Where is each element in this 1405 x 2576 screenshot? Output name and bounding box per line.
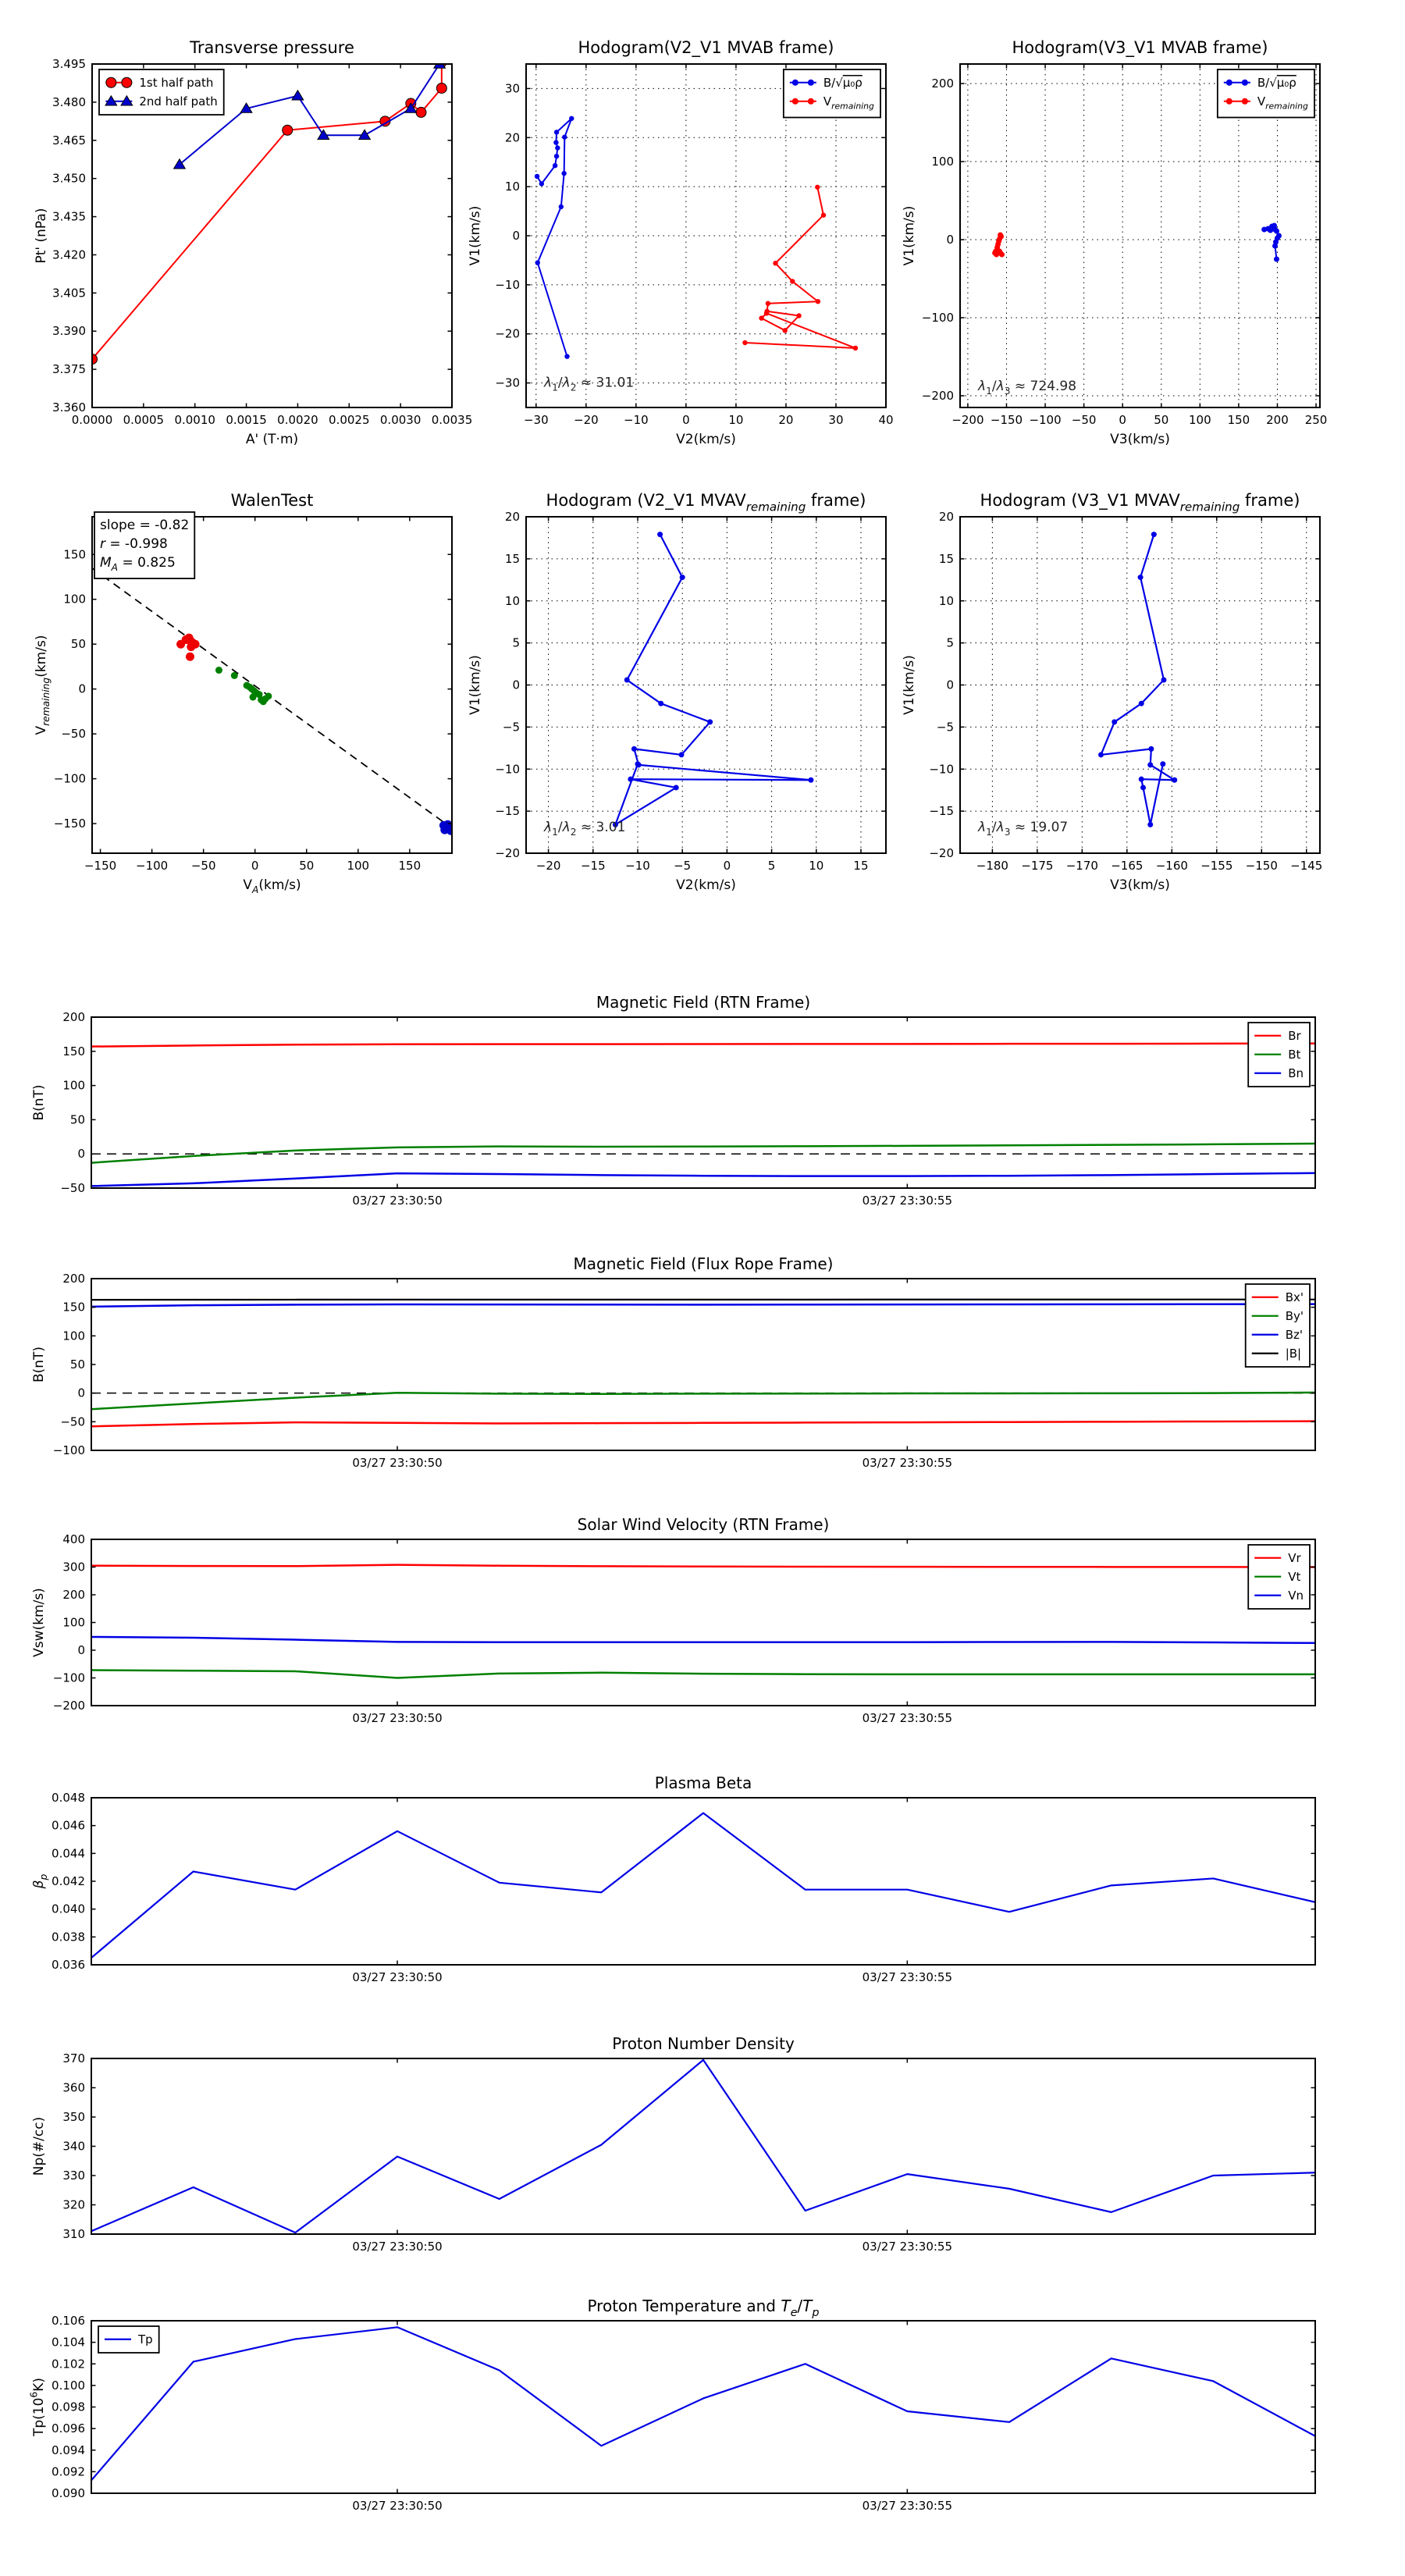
svg-text:Bz': Bz' — [1285, 1328, 1303, 1342]
plasma-beta-ytick-label: 0.044 — [52, 1846, 85, 1861]
hodogram-v3-v1-mvab-xtick-label: −150 — [990, 413, 1023, 427]
svg-text:1st half path: 1st half path — [139, 76, 214, 90]
svg-text:Tp: Tp — [138, 2332, 153, 2347]
hodogram-v2-v1-mvav-xtick-label: −10 — [625, 859, 650, 873]
hodogram-v2-v1-mvav-xtick-label: 5 — [767, 859, 776, 873]
magnetic-field-rtn-ylabel: B(nT) — [31, 1084, 47, 1121]
hodogram-v3-v1-mvav-xtick-label: −145 — [1290, 859, 1323, 873]
proton-number-density-ytick-label: 340 — [62, 2139, 85, 2154]
hodogram-v2-v1-mvav-ytick-label: 0 — [512, 678, 520, 692]
proton-temperature-title: Proton Temperature and $T_e/T_p$ — [587, 2297, 820, 2319]
magnetic-field-flux-rope-axes — [53, 1272, 1315, 1470]
chart-hodogram-v2-v1-mvav — [434, 453, 934, 952]
walen-test-xtick-label: 100 — [347, 859, 370, 873]
hodogram-v3-v1-mvab-series-1 — [992, 233, 1005, 258]
walen-test-series-0 — [176, 634, 199, 661]
magnetic-field-rtn-legend — [1248, 1023, 1310, 1087]
proton-temperature-ytick-label: 0.100 — [52, 2378, 85, 2393]
transverse-pressure-ytick-label: 3.360 — [52, 400, 86, 415]
proton-temperature-ytick-label: 0.098 — [52, 2400, 85, 2414]
hodogram-v3-v1-mvab-axes — [922, 64, 1328, 427]
plasma-beta-ylabel: $\beta_p$ — [31, 1873, 50, 1889]
hodogram-v3-v1-mvav-xtick-label: −165 — [1111, 859, 1144, 873]
hodogram-v3-v1-mvav-xtick-label: −155 — [1200, 859, 1233, 873]
magnetic-field-rtn-ytick-label: −50 — [60, 1181, 85, 1195]
hodogram-v3-v1-mvab-legend — [1218, 69, 1314, 118]
plasma-beta-xtick-label: 03/27 23:30:55 — [862, 1970, 953, 1984]
panel-magnetic-field-flux-rope — [0, 1224, 1405, 1521]
transverse-pressure-xtick-label: 0.0025 — [329, 413, 370, 427]
chart-transverse-pressure — [0, 0, 500, 500]
svg-text:Bt: Bt — [1288, 1048, 1301, 1062]
walen-test-plot-area — [92, 568, 455, 835]
plasma-beta-ytick-label: 0.048 — [52, 1791, 85, 1805]
hodogram-v2-v1-mvab-xlabel: V2(km/s) — [676, 432, 736, 447]
hodogram-v2-v1-mvav-ytick-label: −5 — [502, 720, 520, 735]
transverse-pressure-ytick-label: 3.450 — [52, 171, 86, 186]
hodogram-v3-v1-mvav-ytick-label: −10 — [929, 762, 954, 777]
svg-text:Vt: Vt — [1288, 1570, 1301, 1584]
proton-temperature-legend — [98, 2326, 159, 2353]
magnetic-field-flux-rope-title: Magnetic Field (Flux Rope Frame) — [573, 1254, 834, 1273]
magnetic-field-rtn-ytick-label: 150 — [62, 1044, 85, 1059]
hodogram-v2-v1-mvav-plot-area — [613, 532, 814, 827]
solar-wind-velocity-series-0 — [91, 1565, 1315, 1567]
transverse-pressure-title: Transverse pressure — [190, 38, 354, 57]
hodogram-v2-v1-mvav-ytick-label: 15 — [504, 551, 520, 566]
magnetic-field-rtn-ytick-label: 0 — [77, 1147, 85, 1162]
hodogram-v2-v1-mvab-ytick-label: −10 — [495, 277, 520, 292]
svg-text:r = -0.998: r = -0.998 — [100, 536, 168, 552]
hodogram-v3-v1-mvav-ytick-label: 0 — [946, 678, 954, 692]
proton-number-density-plot-area — [91, 2060, 1315, 2233]
transverse-pressure-ytick-label: 3.495 — [52, 57, 86, 71]
plasma-beta-title: Plasma Beta — [654, 1774, 752, 1792]
hodogram-v3-v1-mvab-ylabel: V1(km/s) — [902, 205, 917, 266]
panel-hodogram-v2-v1-mvav — [434, 453, 934, 952]
magnetic-field-flux-rope-ytick-label: 100 — [62, 1329, 85, 1343]
hodogram-v3-v1-mvab-ytick-label: 0 — [946, 233, 954, 247]
plasma-beta-ytick-label: 0.036 — [52, 1958, 85, 1972]
svg-text:Vremaining: $V_{remaining}$ — [823, 94, 874, 112]
walen-test-ytick-label: −150 — [53, 817, 86, 831]
hodogram-v3-v1-mvab-xtick-label: 0 — [1119, 413, 1126, 427]
hodogram-v2-v1-mvab-xtick-label: 20 — [778, 413, 794, 427]
proton-number-density-ytick-label: 360 — [62, 2080, 85, 2095]
hodogram-v2-v1-mvab-xtick-label: 0 — [682, 413, 690, 427]
hodogram-v3-v1-mvab-plot-area — [992, 223, 1282, 262]
hodogram-v2-v1-mvav-grid — [526, 517, 886, 853]
proton-number-density-ytick-label: 350 — [62, 2110, 85, 2124]
transverse-pressure-ytick-label: 3.390 — [52, 324, 86, 339]
hodogram-v2-v1-mvav-xtick-label: −5 — [674, 859, 692, 873]
panel-magnetic-field-rtn — [0, 962, 1405, 1259]
walen-test-ytick-label: 50 — [70, 637, 86, 652]
solar-wind-velocity-ytick-label: 300 — [62, 1560, 85, 1574]
transverse-pressure-ytick-label: 3.375 — [52, 362, 86, 377]
hodogram-v2-v1-mvav-xtick-label: 15 — [853, 859, 869, 873]
hodogram-v2-v1-mvab-xtick-label: −20 — [574, 413, 599, 427]
transverse-pressure-xlabel: A' (T·m) — [245, 432, 299, 447]
walen-test-ytick-label: 150 — [63, 547, 86, 562]
magnetic-field-rtn-ytick-label: 200 — [62, 1010, 85, 1024]
hodogram-v3-v1-mvav-ytick-label: −15 — [929, 804, 954, 819]
panel-walen-test — [0, 453, 500, 952]
hodogram-v3-v1-mvab-annotation: $\lambda_1/\lambda_3 \approx 724.98$ — [978, 379, 1077, 397]
magnetic-field-rtn-axes — [60, 1010, 1315, 1208]
hodogram-v3-v1-mvab-xtick-label: −200 — [951, 413, 984, 427]
hodogram-v2-v1-mvav-ytick-label: −10 — [495, 762, 520, 777]
proton-temperature-ytick-label: 0.102 — [52, 2357, 85, 2371]
hodogram-v2-v1-mvab-plot-area — [535, 116, 858, 359]
hodogram-v2-v1-mvab-ytick-label: 20 — [504, 130, 520, 145]
svg-text:|B|: |B| — [1285, 1347, 1302, 1361]
transverse-pressure-ytick-label: 3.420 — [52, 247, 86, 262]
magnetic-field-rtn-series-2 — [91, 1173, 1315, 1187]
proton-temperature-ytick-label: 0.096 — [52, 2421, 85, 2436]
hodogram-v3-v1-mvab-title: Hodogram(V3_V1 MVAB frame) — [1012, 38, 1268, 57]
proton-number-density-axes — [62, 2051, 1315, 2254]
magnetic-field-flux-rope-plot-area — [91, 1300, 1315, 1427]
panel-hodogram-v2-v1-mvab — [431, 0, 934, 500]
hodogram-v3-v1-mvav-plot-area — [1098, 532, 1177, 827]
walen-test-title: WalenTest — [230, 491, 314, 510]
solar-wind-velocity-ytick-label: 200 — [62, 1588, 85, 1602]
solar-wind-velocity-ytick-label: 400 — [62, 1532, 85, 1546]
walen-test-xtick-label: 150 — [398, 859, 422, 873]
hodogram-v3-v1-mvab-xtick-label: −50 — [1071, 413, 1097, 427]
hodogram-v3-v1-mvav-xtick-label: −180 — [976, 859, 1008, 873]
hodogram-v2-v1-mvab-xtick-label: 10 — [728, 413, 744, 427]
transverse-pressure-xtick-label: 0.0035 — [431, 413, 473, 427]
proton-temperature-ylabel: $Tp(10^6K)$ — [28, 2377, 47, 2437]
proton-number-density-xtick-label: 03/27 23:30:50 — [352, 2240, 443, 2254]
plasma-beta-ytick-label: 0.038 — [52, 1930, 85, 1944]
chart-solar-wind-velocity — [0, 1485, 1405, 1781]
solar-wind-velocity-series-2 — [91, 1637, 1315, 1643]
hodogram-v3-v1-mvab-xtick-label: 150 — [1227, 413, 1250, 427]
hodogram-v3-v1-mvav-ytick-label: 15 — [938, 551, 954, 566]
transverse-pressure-ytick-label: 3.405 — [52, 286, 86, 301]
hodogram-v2-v1-mvab-ytick-label: 0 — [512, 229, 520, 243]
hodogram-v2-v1-mvav-xtick-label: 0 — [723, 859, 731, 873]
hodogram-v2-v1-mvav-annotation: $\lambda_1/\lambda_2 \approx 3.01$ — [544, 819, 626, 838]
chart-proton-number-density — [0, 2004, 1405, 2300]
hodogram-v3-v1-mvav-annotation: $\lambda_1/\lambda_3 \approx 19.07$ — [978, 819, 1069, 838]
solar-wind-velocity-ytick-label: −200 — [52, 1699, 85, 1713]
walen-test-series-1 — [215, 667, 272, 705]
hodogram-v2-v1-mvav-ytick-label: 5 — [512, 635, 520, 650]
hodogram-v3-v1-mvav-xtick-label: −175 — [1021, 859, 1054, 873]
hodogram-v2-v1-mvav-xtick-label: 10 — [809, 859, 824, 873]
solar-wind-velocity-axes — [53, 1532, 1315, 1725]
magnetic-field-flux-rope-series-2 — [91, 1304, 1315, 1307]
transverse-pressure-ytick-label: 3.435 — [52, 209, 86, 224]
walen-test-ytick-label: −50 — [61, 727, 86, 742]
hodogram-v2-v1-mvav-title: Hodogram (V2_V1 $MVAV_{remaining}$ frame) — [546, 491, 866, 514]
solar-wind-velocity-ytick-label: 100 — [62, 1615, 85, 1630]
hodogram-v2-v1-mvav-ytick-label: −15 — [495, 804, 520, 819]
hodogram-v3-v1-mvab-ytick-label: −200 — [921, 389, 954, 403]
hodogram-v2-v1-mvab-title: Hodogram(V2_V1 MVAB frame) — [578, 38, 834, 57]
walen-test-xlabel: $V_A(km/s)$ — [243, 877, 301, 896]
svg-text:Bx': Bx' — [1285, 1290, 1304, 1304]
transverse-pressure-xtick-label: 0.0015 — [226, 413, 267, 427]
magnetic-field-flux-rope-ylabel: B(nT) — [31, 1346, 47, 1383]
hodogram-v2-v1-mvav-series-0 — [613, 532, 814, 827]
hodogram-v3-v1-mvav-ytick-label: 20 — [938, 510, 954, 524]
transverse-pressure-xtick-label: 0.0030 — [379, 413, 422, 427]
panel-proton-temperature — [0, 2266, 1405, 2563]
chart-hodogram-v3-v1-mvab — [868, 0, 1368, 500]
hodogram-v3-v1-mvav-ylabel: V1(km/s) — [902, 655, 917, 715]
hodogram-v2-v1-mvav-axes — [495, 510, 886, 873]
plasma-beta-ytick-label: 0.042 — [52, 1874, 85, 1888]
hodogram-v3-v1-mvab-xtick-label: 200 — [1266, 413, 1289, 427]
proton-temperature-ytick-label: 0.106 — [52, 2314, 85, 2328]
proton-number-density-title: Proton Number Density — [612, 2034, 795, 2053]
transverse-pressure-legend — [99, 69, 224, 115]
solar-wind-velocity-xtick-label: 03/27 23:30:50 — [352, 1711, 443, 1725]
proton-number-density-xtick-label: 03/27 23:30:55 — [862, 2240, 953, 2254]
proton-temperature-axes — [52, 2314, 1315, 2513]
hodogram-v3-v1-mvav-axes — [929, 510, 1322, 873]
plasma-beta-xtick-label: 03/27 23:30:50 — [352, 1970, 443, 1984]
walen-test-xtick-label: 0 — [251, 859, 259, 873]
hodogram-v3-v1-mvab-ytick-label: 200 — [931, 76, 954, 91]
magnetic-field-flux-rope-legend — [1246, 1284, 1310, 1367]
transverse-pressure-xtick-label: 0.0020 — [277, 413, 318, 427]
svg-text:Br: Br — [1288, 1029, 1301, 1043]
transverse-pressure-xtick-label: 0.0005 — [123, 413, 165, 427]
hodogram-v2-v1-mvab-ytick-label: −30 — [495, 375, 520, 390]
hodogram-v3-v1-mvab-ytick-label: 100 — [931, 155, 954, 169]
hodogram-v3-v1-mvab-xlabel: V3(km/s) — [1110, 432, 1170, 447]
magnetic-field-flux-rope-xtick-label: 03/27 23:30:50 — [352, 1456, 443, 1470]
magnetic-field-flux-rope-ytick-label: 200 — [62, 1272, 85, 1286]
hodogram-v2-v1-mvav-xlabel: V2(km/s) — [676, 877, 736, 893]
proton-temperature-plot-area — [91, 2327, 1315, 2480]
hodogram-v2-v1-mvav-ylabel: V1(km/s) — [468, 655, 483, 715]
proton-number-density-series-0 — [91, 2060, 1315, 2233]
proton-number-density-ytick-label: 320 — [62, 2197, 85, 2212]
svg-text:Vremaining: $V_{remaining}$ — [1257, 94, 1308, 112]
svg-text:Vn: Vn — [1288, 1589, 1304, 1603]
hodogram-v2-v1-mvab-legend — [784, 69, 880, 118]
magnetic-field-rtn-ytick-label: 50 — [69, 1112, 85, 1127]
transverse-pressure-xtick-label: 0.0010 — [174, 413, 215, 427]
magnetic-field-rtn-plot-area — [91, 1044, 1315, 1187]
transverse-pressure-ytick-label: 3.465 — [52, 133, 86, 148]
hodogram-v2-v1-mvab-ytick-label: 10 — [504, 180, 520, 194]
panel-plasma-beta — [0, 1743, 1405, 2040]
walen-test-ytick-label: 0 — [78, 681, 86, 696]
svg-text:MA = 0.825: $M_A = 0.825$ — [100, 555, 176, 574]
hodogram-v2-v1-mvav-ytick-label: −20 — [495, 846, 520, 860]
svg-text:B/√μ₀ρ: B/√μ₀ρ — [823, 76, 863, 90]
hodogram-v2-v1-mvab-ylabel: V1(km/s) — [468, 205, 483, 266]
proton-temperature-xtick-label: 03/27 23:30:55 — [862, 2499, 953, 2513]
svg-text:Bn: Bn — [1288, 1066, 1304, 1080]
hodogram-v2-v1-mvav-xtick-label: −20 — [535, 859, 561, 873]
solar-wind-velocity-ytick-label: −100 — [52, 1670, 85, 1685]
walen-test-xtick-label: −100 — [136, 859, 169, 873]
magnetic-field-rtn-series-1 — [91, 1144, 1315, 1163]
solar-wind-velocity-ylabel: Vsw(km/s) — [31, 1588, 47, 1657]
walen-test-xtick-label: 50 — [299, 859, 315, 873]
hodogram-v3-v1-mvav-series-0 — [1098, 532, 1177, 827]
solar-wind-velocity-legend — [1248, 1545, 1310, 1609]
hodogram-v3-v1-mvab-series-0 — [1261, 223, 1282, 262]
chart-hodogram-v2-v1-mvab — [431, 0, 934, 500]
hodogram-v2-v1-mvab-series-1 — [742, 185, 858, 351]
hodogram-v3-v1-mvav-title: Hodogram (V3_V1 $MVAV_{remaining}$ frame) — [980, 491, 1300, 514]
magnetic-field-flux-rope-ytick-label: −50 — [60, 1414, 85, 1429]
solar-wind-velocity-xtick-label: 03/27 23:30:55 — [862, 1711, 953, 1725]
hodogram-v3-v1-mvab-xtick-label: 100 — [1189, 413, 1211, 427]
solar-wind-velocity-ytick-label: 0 — [77, 1643, 85, 1657]
solar-wind-velocity-plot-area — [91, 1565, 1315, 1678]
magnetic-field-rtn-xtick-label: 03/27 23:30:55 — [862, 1194, 953, 1208]
walen-test-xtick-label: −150 — [84, 859, 117, 873]
walen-test-stats-box — [94, 512, 194, 578]
hodogram-v3-v1-mvab-xtick-label: −100 — [1029, 413, 1062, 427]
magnetic-field-rtn-xtick-label: 03/27 23:30:50 — [352, 1194, 443, 1208]
chart-walen-test — [0, 453, 500, 952]
hodogram-v2-v1-mvab-xtick-label: 40 — [878, 413, 894, 427]
chart-hodogram-v3-v1-mvav — [868, 453, 1368, 952]
magnetic-field-rtn-series-0 — [91, 1044, 1315, 1047]
svg-text:By': By' — [1285, 1309, 1304, 1323]
svg-text:slope = -0.82: slope = -0.82 — [100, 518, 190, 533]
plasma-beta-plot-area — [91, 1813, 1315, 1958]
panel-proton-density — [0, 2004, 1405, 2300]
chart-magnetic-field-rtn — [0, 962, 1405, 1259]
hodogram-v3-v1-mvav-xtick-label: −160 — [1155, 859, 1188, 873]
magnetic-field-flux-rope-ytick-label: 0 — [77, 1386, 85, 1400]
hodogram-v3-v1-mvav-ytick-label: −5 — [936, 720, 954, 735]
panel-hodogram-v3-v1-mvab — [868, 0, 1368, 500]
plasma-beta-ytick-label: 0.046 — [52, 1818, 85, 1833]
chart-plasma-beta — [0, 1743, 1405, 2040]
hodogram-v2-v1-mvab-axes — [495, 64, 893, 427]
solar-wind-velocity-title: Solar Wind Velocity (RTN Frame) — [577, 1515, 830, 1534]
magnetic-field-flux-rope-xtick-label: 03/27 23:30:55 — [862, 1456, 953, 1470]
proton-number-density-ytick-label: 310 — [62, 2227, 85, 2241]
magnetic-field-flux-rope-ytick-label: −100 — [52, 1443, 85, 1457]
svg-text:B/√μ₀ρ: B/√μ₀ρ — [1257, 76, 1297, 90]
proton-number-density-ytick-label: 370 — [62, 2051, 85, 2065]
hodogram-v2-v1-mvab-annotation: $\lambda_1/\lambda_2 \approx 31.01$ — [544, 375, 635, 393]
walen-test-xtick-label: −50 — [190, 859, 216, 873]
proton-temperature-ytick-label: 0.104 — [52, 2335, 85, 2350]
panel-transverse-pressure — [0, 0, 500, 500]
plasma-beta-series-0 — [91, 1813, 1315, 1958]
magnetic-field-flux-rope-series-1 — [91, 1393, 1315, 1409]
proton-temperature-ytick-label: 0.094 — [52, 2443, 85, 2457]
proton-temperature-series-0 — [91, 2327, 1315, 2480]
hodogram-v2-v1-mvab-xtick-label: −10 — [624, 413, 649, 427]
magnetic-field-flux-rope-series-0 — [91, 1421, 1315, 1427]
svg-text:Vr: Vr — [1288, 1551, 1301, 1565]
hodogram-v3-v1-mvab-ytick-label: −100 — [921, 311, 954, 325]
magnetic-field-rtn-ytick-label: 100 — [62, 1078, 85, 1093]
plasma-beta-axes — [52, 1791, 1315, 1984]
chart-proton-temperature — [0, 2266, 1405, 2563]
hodogram-v3-v1-mvav-xtick-label: −170 — [1065, 859, 1098, 873]
svg-text:2nd half path: 2nd half path — [139, 94, 218, 109]
hodogram-v3-v1-mvab-xtick-label: 250 — [1304, 413, 1328, 427]
proton-temperature-ytick-label: 0.092 — [52, 2464, 85, 2479]
walen-test-ylabel: $V_{remaining}(km/s)$ — [34, 635, 52, 735]
transverse-pressure-ytick-label: 3.480 — [52, 94, 86, 109]
solar-wind-velocity-series-1 — [91, 1670, 1315, 1678]
magnetic-field-flux-rope-ytick-label: 150 — [62, 1300, 85, 1315]
hodogram-v3-v1-mvav-ytick-label: −20 — [929, 846, 954, 860]
hodogram-v2-v1-mvab-ytick-label: 30 — [504, 81, 520, 96]
transverse-pressure-ylabel: Pt' (nPa) — [34, 208, 49, 264]
panel-hodogram-v3-v1-mvav — [868, 453, 1368, 952]
hodogram-v2-v1-mvav-xtick-label: −15 — [580, 859, 606, 873]
proton-number-density-ytick-label: 330 — [62, 2169, 85, 2183]
hodogram-v2-v1-mvab-ytick-label: −20 — [495, 326, 520, 341]
magnetic-field-flux-rope-ytick-label: 50 — [69, 1357, 85, 1372]
hodogram-v2-v1-mvab-xtick-label: 30 — [828, 413, 844, 427]
walen-test-ytick-label: −100 — [53, 771, 86, 786]
chart-magnetic-field-flux-rope — [0, 1224, 1405, 1521]
hodogram-v3-v1-mvab-xtick-label: 50 — [1154, 413, 1169, 427]
proton-temperature-ytick-label: 0.090 — [52, 2486, 85, 2500]
hodogram-v3-v1-mvav-grid — [960, 517, 1320, 853]
panel-solar-wind-velocity — [0, 1485, 1405, 1781]
hodogram-v3-v1-mvav-xtick-label: −150 — [1245, 859, 1278, 873]
proton-temperature-xtick-label: 03/27 23:30:50 — [352, 2499, 443, 2513]
transverse-pressure-xtick-label: 0.0000 — [71, 413, 113, 427]
hodogram-v3-v1-mvav-ytick-label: 5 — [946, 635, 954, 650]
magnetic-field-rtn-title: Magnetic Field (RTN Frame) — [596, 993, 811, 1012]
hodogram-v2-v1-mvab-series-0 — [535, 116, 574, 359]
hodogram-v2-v1-mvab-xtick-label: −30 — [523, 413, 549, 427]
hodogram-v2-v1-mvav-ytick-label: 20 — [504, 510, 520, 524]
plasma-beta-ytick-label: 0.040 — [52, 1902, 85, 1916]
walen-test-ytick-label: 100 — [63, 592, 86, 607]
hodogram-v2-v1-mvav-ytick-label: 10 — [504, 593, 520, 608]
proton-number-density-ylabel: Np(#/cc) — [31, 2116, 47, 2176]
hodogram-v3-v1-mvav-ytick-label: 10 — [938, 593, 954, 608]
hodogram-v3-v1-mvav-xlabel: V3(km/s) — [1110, 877, 1170, 893]
